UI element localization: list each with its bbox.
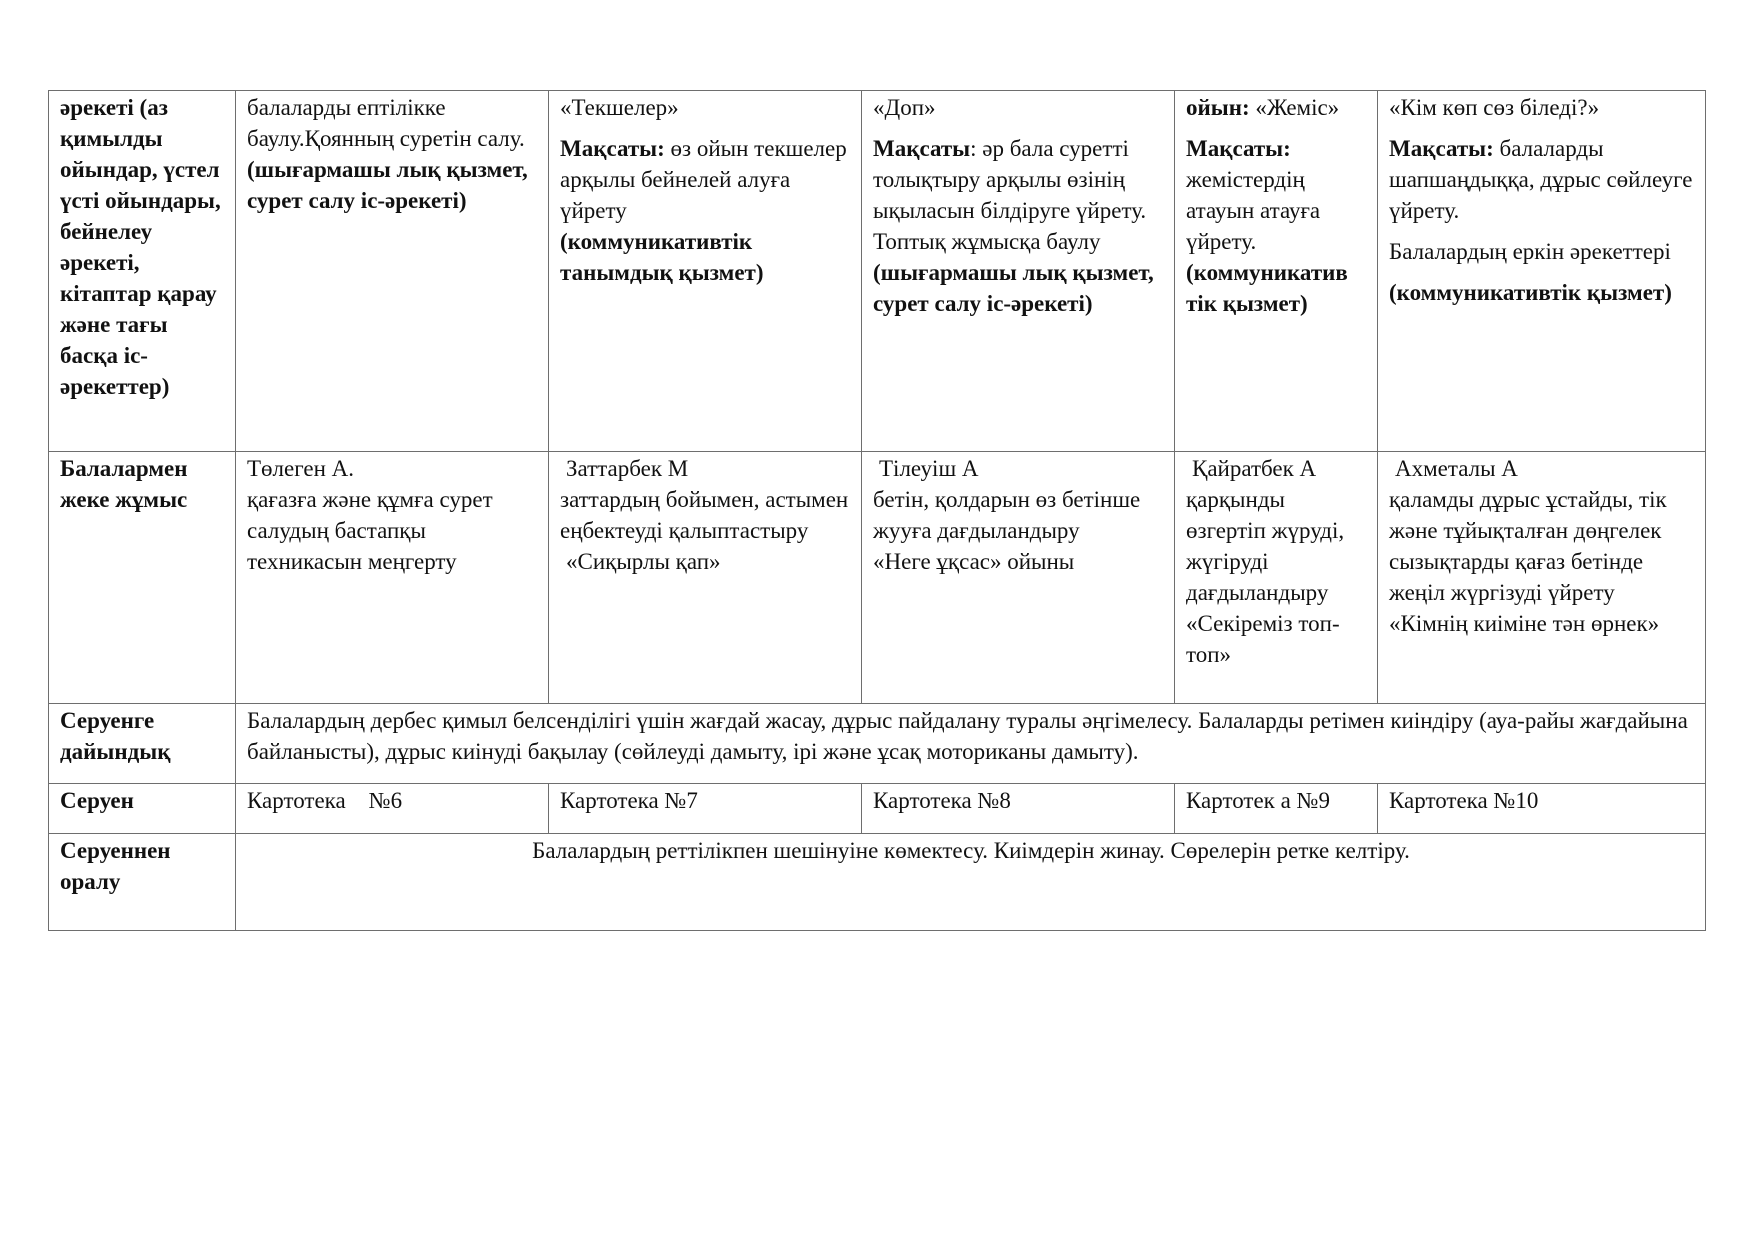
cell-mon-activity bbox=[236, 91, 549, 452]
game-title-bold: ойын: bbox=[1186, 95, 1250, 120]
row-header-individual-work: Балалармен жеке жұмыс bbox=[49, 452, 236, 704]
row-header-return: Серуеннен оралу bbox=[49, 834, 236, 931]
goal-label: Мақсаты bbox=[873, 136, 971, 161]
game-name: «Неге ұқсас» ойыны bbox=[873, 549, 1075, 574]
goal-text: балаларды шапшаңдыққа, дұрыс сөйлеуге үйрету. bbox=[1389, 136, 1693, 223]
goal-paragraph bbox=[1186, 133, 1367, 319]
free-activity-text: Балалардың еркін әрекеттері bbox=[1389, 239, 1671, 264]
child-name: Тілеуіш А bbox=[879, 456, 979, 481]
table-row bbox=[49, 834, 1706, 931]
row-header-walk: Серуен bbox=[49, 784, 236, 834]
activity-type: (коммуникативтік танымдық қызмет) bbox=[560, 229, 764, 285]
task-text: заттардың бойымен, астымен еңбектеуді қалыптастыру bbox=[560, 487, 849, 543]
game-title: «Кім көп сөз біледі?» bbox=[1389, 95, 1600, 120]
row-header-activities: әрекеті (аз қимылды ойындар, үстел үсті ойындары, бейнелеу әрекеті, кітаптар қарау және тағы басқа іс-әрекеттер) bbox=[49, 91, 236, 452]
activity-type: (шығармашы лық қызмет, сурет салу іс-әрекеті) bbox=[247, 157, 528, 213]
game-title: «Доп» bbox=[873, 95, 936, 120]
document-page bbox=[48, 90, 1705, 931]
table-row bbox=[49, 704, 1706, 784]
cell-wed-activity bbox=[862, 91, 1175, 452]
child-name: Ахметалы А bbox=[1395, 456, 1518, 481]
activity-type: (коммуникативтік қызмет) bbox=[1389, 280, 1672, 305]
goal-paragraph bbox=[873, 133, 1164, 319]
goal-label: Мақсаты: bbox=[1186, 136, 1291, 161]
game-title-text: «Жеміс» bbox=[1249, 95, 1340, 120]
row-header-walk-prep: Серуенге дайындық bbox=[49, 704, 236, 784]
cell-fri-walk: Картотека №10 bbox=[1378, 784, 1706, 834]
goal-text: өз ойын текшелер арқылы бейнелей алуға үйрету bbox=[560, 136, 847, 223]
cell-text: балаларды ептілікке баулу.Қоянның суретін салу. bbox=[247, 95, 525, 151]
table-row bbox=[49, 784, 1706, 834]
cell-wed-individual bbox=[862, 452, 1175, 704]
cell-fri-activity bbox=[1378, 91, 1706, 452]
cell-tue-individual bbox=[549, 452, 862, 704]
child-name: Заттарбек М bbox=[566, 456, 689, 481]
game-title bbox=[1186, 92, 1367, 123]
cell-thu-walk: Картотек а №9 bbox=[1175, 784, 1378, 834]
table-row bbox=[49, 452, 1706, 704]
game-name: «Кімнің киіміне тән өрнек» bbox=[1389, 611, 1660, 636]
table-row bbox=[49, 91, 1706, 452]
task-text: қағазға және құмға сурет салудың бастапқы техникасын меңгерту bbox=[247, 487, 493, 574]
cell-mon-individual bbox=[236, 452, 549, 704]
goal-label: Мақсаты: bbox=[560, 136, 665, 161]
cell-thu-activity bbox=[1175, 91, 1378, 452]
cell-tue-walk: Картотека №7 bbox=[549, 784, 862, 834]
cell-mon-walk: Картотека №6 bbox=[236, 784, 549, 834]
cell-thu-individual bbox=[1175, 452, 1378, 704]
goal-text: жемістердің атауын атауға үйрету. bbox=[1186, 167, 1321, 254]
task-text: қарқынды өзгертіп жүруді, жүгіруді дағдыландыру bbox=[1186, 487, 1345, 605]
cell-walk-prep: Балалардың дербес қимыл белсенділігі үшін жағдай жасау, дұрыс пайдалану туралы әңгімелесу. Балаларды ретімен киіндіру (ауа-райы жағдайына байланысты), дұрыс киінуді бақылау (сөйлеуді дамыту, ірі және ұсақ моториканы дамыту). bbox=[236, 704, 1706, 784]
task-text: қаламды дұрыс ұстайды, тік және тұйықталған дөңгелек сызықтарды қағаз бетінде жеңіл жүргізуді үйрету bbox=[1389, 487, 1667, 605]
goal-paragraph bbox=[560, 133, 851, 226]
cell-tue-activity bbox=[549, 91, 862, 452]
goal-paragraph bbox=[1389, 133, 1695, 226]
schedule-table bbox=[48, 90, 1706, 931]
activity-type: (шығармашы лық қызмет, сурет салу іс-әрекеті) bbox=[873, 260, 1154, 316]
game-name: «Секіреміз топ-топ» bbox=[1186, 611, 1340, 667]
child-name: Төлеген А. bbox=[247, 456, 354, 481]
child-name: Қайратбек А bbox=[1192, 456, 1317, 481]
activity-type: (коммуникатив тік қызмет) bbox=[1186, 260, 1348, 316]
goal-text: : әр бала суретті толықтыру арқылы өзінің ықыласын білдіруге үйрету. Топтық жұмысқа баулу bbox=[873, 136, 1147, 254]
cell-wed-walk: Картотека №8 bbox=[862, 784, 1175, 834]
cell-return: Балалардың реттілікпен шешінуіне көмектесу. Киімдерін жинау. Сөрелерін ретке келтіру. bbox=[236, 834, 1706, 931]
goal-label: Мақсаты: bbox=[1389, 136, 1494, 161]
task-text: бетін, қолдарын өз бетінше жууға дағдыландыру bbox=[873, 487, 1141, 543]
cell-fri-individual bbox=[1378, 452, 1706, 704]
game-name: «Сиқырлы қап» bbox=[566, 549, 721, 574]
game-title: «Текшелер» bbox=[560, 95, 679, 120]
